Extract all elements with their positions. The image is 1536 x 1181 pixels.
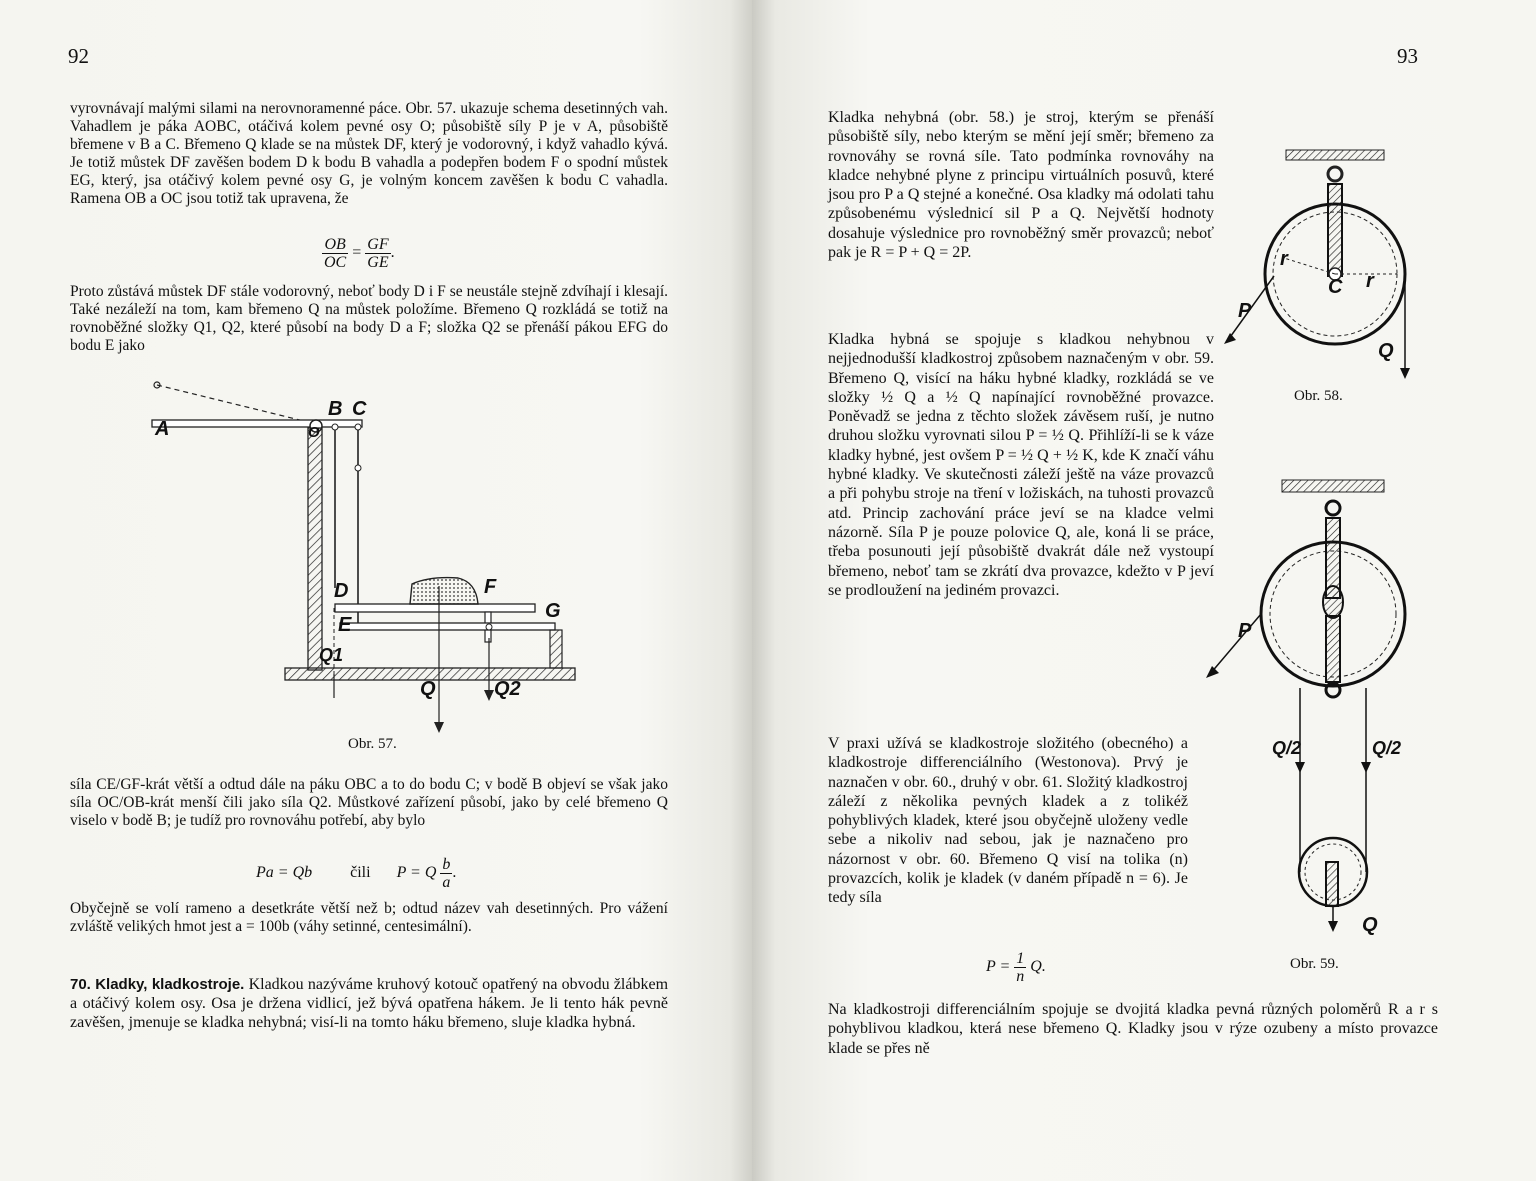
section <box>70 975 668 1032</box>
paragraph-text: V praxi užívá se kladkostroje složitého (obecného) a kladkostroje differenciálního (Westonova). Prvý je naznačen v obr. 60., druhý v obr. 61. Složitý kladkostroj záleží z několika pevných kladek a z tolikéž pohyblivých kladek, které jsou obyčejně uloženy vedle sebe a nikoliv nad sebou, jak je naznačeno pro názornost v obr. 60. Břemeno Q visí na tolika (n) provazcích, kolik je kladek (v daném případě n = 6). Je tedy síla <box>828 735 1188 907</box>
equation-left: Pa = Qb <box>256 864 313 882</box>
fig59-label-q: Q <box>1362 914 1378 936</box>
figure-caption: Obr. 57. <box>348 736 397 752</box>
frac-num: 1 <box>1016 950 1025 967</box>
left-page <box>0 0 752 1181</box>
paragraph <box>70 100 668 208</box>
figure-58 <box>1232 148 1432 388</box>
paragraph <box>70 776 668 830</box>
paragraph-text: Obyčejně se volí rameno a desetkráte větší než b; odtud název vah desetinných. Pro vážení zvláště velikých hmot jest a = 100b (váhy setinné, centesimální). <box>70 900 668 935</box>
frac-den: a <box>442 874 451 891</box>
figure-59 <box>1232 478 1432 958</box>
figure-caption: Obr. 59. <box>1290 956 1339 972</box>
fraction-b-a <box>440 856 452 891</box>
figure-57 <box>140 378 740 738</box>
fig57-label-q: Q <box>420 678 436 700</box>
equation-ratio: $\frac{OB}{OC}$ = $\frac{GF}{GE}$ . <box>324 236 395 271</box>
paragraph <box>828 108 1214 262</box>
paragraph-text: Kladka hybná se spojuje s kladkou nehybnou v nejjednodušší kladkostroj způsobem naznačeným v obr. 59. Břemeno Q, visící na háku hybné kladky, rozkládá se ve složky ½ Q a ½ Q napínající rovnoběžné provazce. Poněvadž se jedna z těchto složek závěsem ruší, je nutno druhou složku vyrovnati silou P = ½ Q. Přihlíží-li se k váze kladky hybné, jest ovšem P = ½ Q + ½ K, kde K značí váhu hybné kladky. Ve skutečnosti záleží ještě na váze provazců a při pohybu stroje na tření v ložiskách, na tuhosti provazců atd. Princip zachování práce jeví se na kladce velmi názorně. Síla P je pouze polovice Q, ale, koná li se práce, třeba posunouti její působiště dvakrát dále než vystoupí břemeno, neboť tam se zkrátí dva provazce, kdežto v P jeví se prodloužení na jediném provazci. <box>828 331 1214 599</box>
fig57-label-g: G <box>545 600 561 622</box>
paragraph-text: síla CE/GF-krát větší a odtud dále na páku OBC a to do bodu C; v bodě B objeví se však jako síla OC/OB-krát menší čili jako síla Q2. Můstkové zařízení působí, jako by celé břemeno Q viselo v bodě B; je tudíž pro rovnováhu potřebí, aby bylo <box>70 776 668 829</box>
fig58-label-r: r <box>1280 248 1288 270</box>
paragraph <box>70 283 668 355</box>
fig58-label-q: Q <box>1378 340 1394 362</box>
equation-rhs-prefix: P = Q <box>396 864 437 882</box>
equation-lever: Pa = Qb čili P = Q $\frac{b}{a}$ . <box>256 856 457 891</box>
fig58-label-r: r <box>1366 270 1374 292</box>
paragraph <box>828 330 1214 600</box>
equation-pulley <box>986 950 1046 985</box>
fraction-1-n <box>1014 950 1026 985</box>
frac-den: OC <box>324 254 347 271</box>
fig59-label-p: P <box>1238 620 1252 642</box>
paragraph-text: Kladkou nazýváme kruhový kotouč opatřený na obvodu žlábkem a otáčivý kolem osy. Osa je držena vidlicí, jež bývá opatřena hákem. Je li tento hák pevně zavěšen, jmenuje se kladka nehybná; visí-li na tomto háku břemeno, sluje kladka hybná. <box>70 976 669 1031</box>
frac-den: n <box>1016 968 1025 985</box>
fig57-label-o: O <box>308 424 320 441</box>
paragraph <box>70 900 668 936</box>
fig59-label-q-half: Q/2 <box>1372 738 1402 758</box>
equation-word: čili <box>350 864 371 882</box>
equation-prefix: P = <box>986 958 1011 976</box>
frac-num: OB <box>322 236 348 254</box>
frac-num: b <box>442 856 451 873</box>
frac-den: GE <box>367 254 389 271</box>
fig57-label-q1: Q1 <box>319 645 344 665</box>
paragraph <box>828 1000 1438 1058</box>
fig57-label-b: B <box>328 398 343 420</box>
paragraph-text: vyrovnávají malými silami na nerovnoramenné páce. Obr. 57. ukazuje schema desetinných vah. Vahadlem je páka AOBC, otáčivá kolem pevné osy O; působiště síly P je v A, působiště břemene v B a C. Břemeno Q klade se na můstek DF, který je vodorovný, i když vahadlo kývá. Je totiž můstek DF zavěšen bodem D k bodu B vahadla a podepřen bodem F o spodní můstek EG, který, jsa otáčivý kolem pevné osy G, je volným koncem zavěšen k bodu C vahadla. Ramena OB a OC jsou totiž tak upravena, že <box>70 100 668 207</box>
fig57-label-c: C <box>352 398 367 420</box>
page-number: 92 <box>68 44 89 68</box>
paragraph <box>828 734 1188 908</box>
fig59-label-q-half: Q/2 <box>1272 738 1302 758</box>
fig57-label-d: D <box>334 580 349 602</box>
paragraph-text: Kladka nehybná (obr. 58.) je stroj, kterým se přenáší působiště síly, nebo kterým se mění její směr; břemeno za rovnováhy se rovná síle. Tato podmínka rovnováhy na kladce nehybné plyne z principu virtuálních posuvů, které jsou pro P a Q stejné a konečné. Osa kladky má odolati tahu způsobenému výslednicí sil P a Q. Největší hodnoty dosahuje výslednice pro rovnoběžný směr provazců; neboť pak je R = P + Q = 2P. <box>828 109 1214 262</box>
right-page <box>752 0 1536 1181</box>
fig57-label-q2: Q2 <box>494 678 521 700</box>
fig57-label-e: E <box>338 614 352 636</box>
fraction-gf-ge <box>365 236 390 271</box>
fig58-label-p: P <box>1238 300 1252 322</box>
fig58-label-c: C <box>1328 276 1343 298</box>
figure-caption: Obr. 58. <box>1294 388 1343 404</box>
section-title: 70. Kladky, kladkostroje. <box>70 976 245 993</box>
fraction-ob-oc <box>322 236 348 271</box>
paragraph-text: Na kladkostroji differenciálním spojuje se dvojitá kladka pevná různých poloměrů R a r s pohyblivou kladkou, která nese břemeno Q. Kladky jsou v rýze ozubeny a místo provazce klade se přes ně <box>828 1001 1438 1057</box>
page-number: 93 <box>1397 44 1418 68</box>
fig57-label-a: A <box>155 418 170 440</box>
paragraph-text: Proto zůstává můstek DF stále vodorovný, neboť body D i F se neustále stejně zdvíhají i klesají. Také nezáleží na tom, kam břemeno Q na můstek položíme. Břemeno Q rozkládá se totiž na rovnoběžné složky Q1, Q2, které působí na body D a F; složka Q2 se přenáší pákou EFG do bodu E jako <box>70 283 668 354</box>
equation-suffix: Q. <box>1030 958 1046 976</box>
fig57-label-f: F <box>484 576 497 598</box>
frac-num: GF <box>367 236 389 253</box>
